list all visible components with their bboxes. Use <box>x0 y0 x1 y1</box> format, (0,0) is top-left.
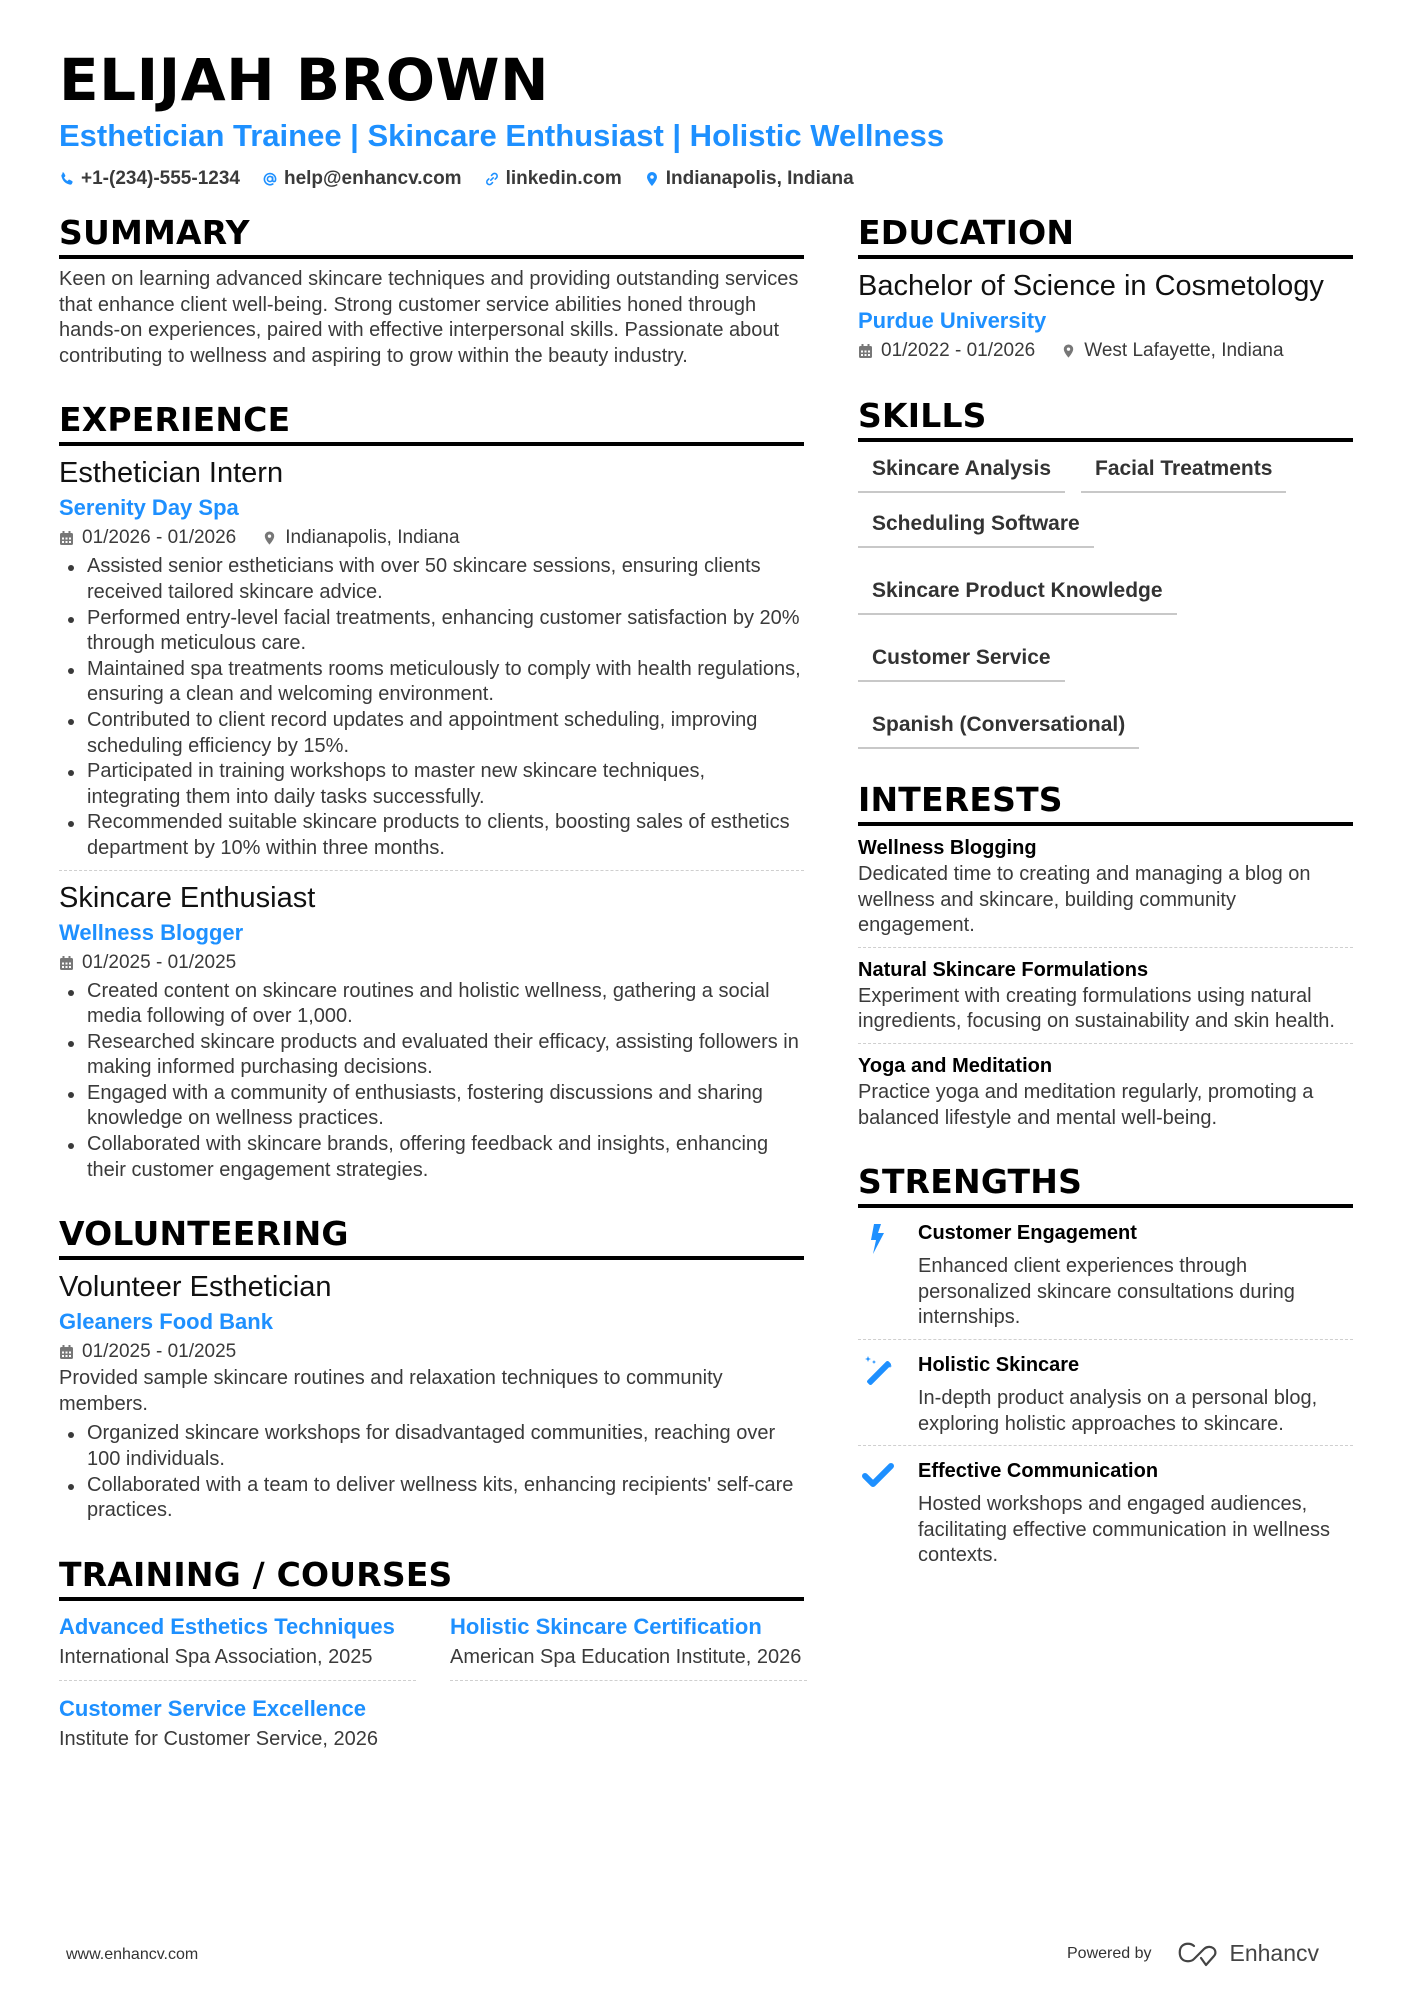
enhancv-logo-icon <box>1176 1941 1222 1967</box>
calendar-icon <box>59 530 74 546</box>
training-item <box>59 1691 416 1763</box>
job-meta <box>59 524 804 552</box>
right-column <box>858 212 1353 1599</box>
entry-divider <box>858 947 1353 948</box>
volunteer-role: Volunteer Esthetician <box>59 1271 332 1304</box>
strength-title: Customer Engagement <box>918 1222 1137 1245</box>
job-bullets <box>59 979 804 1184</box>
experience-entry <box>59 879 804 1184</box>
strength-icon-wrap <box>858 1454 898 1569</box>
strength-icon-wrap <box>858 1216 898 1331</box>
entry-divider <box>858 1445 1353 1446</box>
training-title: Advanced Esthetics Techniques <box>59 1613 395 1639</box>
education-heading: EDUCATION <box>858 212 1353 259</box>
contact-location <box>644 168 854 190</box>
skill-tag: Facial Treatments <box>1081 450 1286 493</box>
linkedin-text: linkedin.com <box>505 168 622 189</box>
strength-content <box>918 1348 1353 1437</box>
interest-item <box>858 956 1353 1035</box>
candidate-name: ELIJAH BROWN <box>59 46 550 114</box>
education-meta <box>858 337 1353 365</box>
training-grid <box>59 1609 804 1763</box>
powered-by-text: Powered by <box>1067 1944 1152 1962</box>
education-dates <box>858 337 1035 365</box>
strengths-heading: STRENGTHS <box>858 1161 1353 1208</box>
interest-item <box>858 1052 1353 1131</box>
enhancv-logo[interactable] <box>1176 1940 1320 1967</box>
bullet-item: Contributed to client record updates and appointment scheduling, improving scheduling efficiency by 15%. <box>59 708 804 759</box>
interest-title: Wellness Blogging <box>858 837 1037 859</box>
bullet-item: Recommended suitable skincare products to clients, boosting sales of esthetics department by 10% within three months. <box>59 810 804 861</box>
map-pin-icon <box>1061 343 1076 359</box>
education-location <box>1061 337 1283 365</box>
footer-website[interactable]: www.enhancv.com <box>66 1946 199 1963</box>
training-title: Customer Service Excellence <box>59 1696 366 1722</box>
strength-desc: In-depth product analysis on a personal blog, exploring holistic approaches to skincare. <box>918 1386 1318 1435</box>
volunteer-meta <box>59 1338 804 1366</box>
training-section <box>59 1554 804 1763</box>
strength-desc: Hosted workshops and engaged audiences, facilitating effective communication in wellness contexts. <box>918 1493 1331 1567</box>
skill-tag: Skincare Product Knowledge <box>858 572 1177 615</box>
skill-tag: Scheduling Software <box>858 505 1094 548</box>
entry-divider <box>858 1043 1353 1044</box>
education-section <box>858 212 1353 365</box>
volunteering-heading: VOLUNTEERING <box>59 1213 804 1260</box>
bullet-item: Collaborated with skincare brands, offering feedback and insights, enhancing their customer engagement strategies. <box>59 1132 804 1183</box>
training-provider: Institute for Customer Service, 2026 <box>59 1728 379 1751</box>
candidate-title: Esthetician Trainee | Skincare Enthusiast | Holistic Wellness <box>59 118 945 153</box>
contact-bar <box>59 168 1359 190</box>
email-text: help@enhancv.com <box>283 168 462 189</box>
strength-item <box>858 1216 1353 1331</box>
volunteer-bullets <box>59 1421 804 1523</box>
map-pin-icon <box>644 171 660 187</box>
skill-tag: Skincare Analysis <box>858 450 1065 493</box>
volunteering-section <box>59 1213 804 1524</box>
strengths-section <box>858 1161 1353 1569</box>
calendar-icon <box>59 1344 74 1360</box>
interests-section <box>858 779 1353 1131</box>
summary-text: Keen on learning advanced skincare techniques and providing outstanding services that enhance client well-being. Strong customer service abilities honed through hands-on experiences, paired with effective interpersonal skills. Passionate about contributing to wellness and aspiring to grow within the beauty industry. <box>59 268 799 367</box>
training-item <box>59 1609 416 1682</box>
calendar-icon <box>59 955 74 971</box>
link-icon <box>484 171 500 187</box>
summary-heading: SUMMARY <box>59 212 804 259</box>
training-item <box>450 1609 807 1682</box>
skills-section <box>858 395 1353 749</box>
brand-name: Enhancv <box>1229 1940 1320 1966</box>
bullet-item: Participated in training workshops to master new skincare techniques, integrating them into daily tasks successfully. <box>59 759 804 810</box>
calendar-icon <box>858 343 873 359</box>
interest-title: Natural Skincare Formulations <box>858 958 1149 981</box>
experience-heading: EXPERIENCE <box>59 399 804 446</box>
contact-linkedin[interactable] <box>484 168 622 190</box>
lightning-bolt-icon <box>862 1222 894 1256</box>
training-heading: TRAINING / COURSES <box>59 1554 804 1601</box>
job-bullets <box>59 554 804 861</box>
dates-text: 01/2022 - 01/2026 <box>881 340 1036 361</box>
contact-phone[interactable] <box>59 168 240 190</box>
interest-desc: Experiment with creating formulations using natural ingredients, focusing on sustainability and skin health. <box>858 984 1335 1033</box>
map-pin-icon <box>262 530 277 546</box>
magic-wand-icon <box>862 1354 894 1388</box>
job-company: Wellness Blogger <box>59 919 244 945</box>
job-meta <box>59 949 804 977</box>
contact-email[interactable] <box>262 168 462 190</box>
bullet-item: Assisted senior estheticians with over 50 skincare sessions, ensuring clients received tailored skincare advice. <box>59 554 804 605</box>
skill-tag: Customer Service <box>858 639 1065 682</box>
resume-header <box>59 44 1359 190</box>
education-degree: Bachelor of Science in Cosmetology <box>858 270 1324 302</box>
phone-text: +1-(234)-555-1234 <box>81 168 240 189</box>
training-provider: International Spa Association, 2025 <box>59 1645 373 1668</box>
phone-icon <box>59 171 75 187</box>
summary-section <box>59 212 804 369</box>
bullet-item: Engaged with a community of enthusiasts, fostering discussions and sharing knowledge on wellness practices. <box>59 1081 804 1132</box>
bullet-item: Researched skincare products and evaluated their efficacy, assisting followers in making informed purchasing decisions. <box>59 1030 804 1081</box>
interest-item <box>858 834 1353 939</box>
job-role: Skincare Enthusiast <box>59 881 316 914</box>
training-provider: American Spa Education Institute, 2026 <box>450 1645 802 1668</box>
interest-desc: Practice yoga and meditation regularly, promoting a balanced lifestyle and mental well-being. <box>858 1080 1314 1129</box>
strength-title: Holistic Skincare <box>918 1353 1080 1376</box>
strength-item <box>858 1454 1353 1569</box>
volunteer-description: Provided sample skincare routines and relaxation techniques to community members. <box>59 1367 723 1415</box>
experience-section <box>59 399 804 1183</box>
bullet-item: Maintained spa treatments rooms meticulously to comply with health regulations, ensuring a clean and welcoming environment. <box>59 657 804 708</box>
bullet-item: Collaborated with a team to deliver wellness kits, enhancing recipients' self-care practices. <box>59 1473 804 1524</box>
checkmark-icon <box>862 1460 894 1494</box>
strength-title: Effective Communication <box>918 1460 1159 1483</box>
entry-divider <box>858 1339 1353 1340</box>
location-text: Indianapolis, Indiana <box>665 168 854 189</box>
interest-title: Yoga and Meditation <box>858 1054 1053 1077</box>
bullet-item: Performed entry-level facial treatments, enhancing customer satisfaction by 20% through meticulous care. <box>59 606 804 657</box>
job-dates <box>59 524 236 552</box>
entry-divider <box>59 870 804 871</box>
job-company: Serenity Day Spa <box>59 495 239 521</box>
experience-entry <box>59 454 804 861</box>
job-role: Esthetician Intern <box>59 457 284 490</box>
left-column <box>59 212 804 1793</box>
bullet-item: Created content on skincare routines and holistic wellness, gathering a social media following of over 1,000. <box>59 979 804 1030</box>
skills-heading: SKILLS <box>858 395 1353 442</box>
education-school: Purdue University <box>858 308 1047 333</box>
interests-heading: INTERESTS <box>858 779 1353 826</box>
bullet-item: Organized skincare workshops for disadvantaged communities, reaching over 100 individuals. <box>59 1421 804 1472</box>
location-text: Indianapolis, Indiana <box>285 527 460 549</box>
location-text: West Lafayette, Indiana <box>1084 340 1284 361</box>
job-dates <box>59 949 236 977</box>
strength-content <box>918 1216 1353 1331</box>
strength-item <box>858 1348 1353 1437</box>
dates-text: 01/2025 - 01/2025 <box>82 1341 237 1363</box>
strength-content <box>918 1454 1353 1569</box>
dates-text: 01/2025 - 01/2025 <box>82 951 237 973</box>
footer-branding <box>1067 1940 1319 1967</box>
skills-list <box>858 450 1353 749</box>
job-location <box>262 524 459 552</box>
strength-icon-wrap <box>858 1348 898 1437</box>
volunteer-organization: Gleaners Food Bank <box>59 1309 273 1335</box>
skill-tag: Spanish (Conversational) <box>858 706 1139 749</box>
training-title: Holistic Skincare Certification <box>450 1613 762 1639</box>
dates-text: 01/2026 - 01/2026 <box>82 527 237 549</box>
volunteer-dates <box>59 1338 236 1366</box>
interest-desc: Dedicated time to creating and managing a blog on wellness and skincare, building community engagement. <box>858 863 1311 937</box>
strength-desc: Enhanced client experiences through personalized skincare consultations during internships. <box>918 1255 1295 1329</box>
at-sign-icon <box>262 171 278 187</box>
